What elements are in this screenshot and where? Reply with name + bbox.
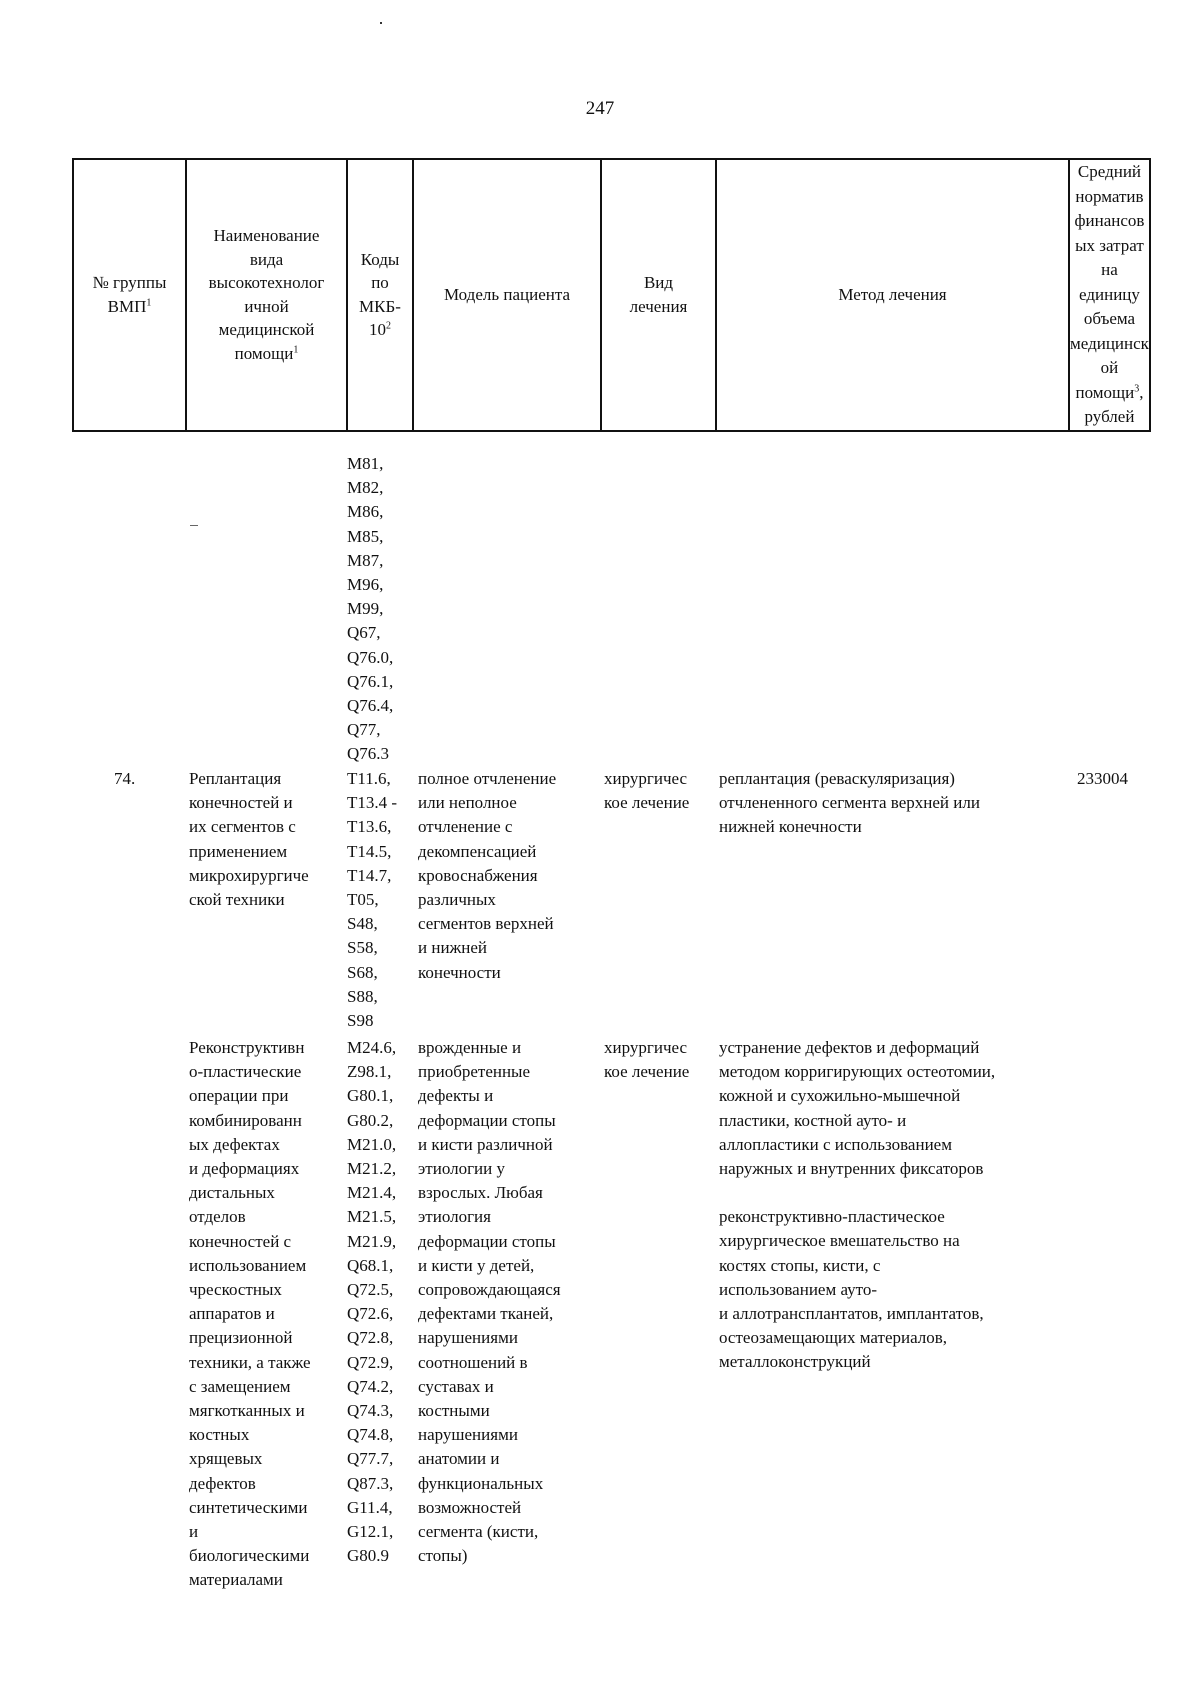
icd-code: G80.9 [347,1546,390,1566]
text-line: отчлененного сегмента верхней или [719,793,980,813]
text-line: кое лечение [604,1062,690,1082]
text-line: дефекты и [418,1086,494,1106]
icd-code: M86, [347,502,384,522]
text-line: и [189,1522,199,1542]
row-74-codes [347,767,397,1033]
row-74-name [189,767,309,912]
text-line: операции при [189,1086,289,1106]
header-patient-model: Модель пациента [413,159,601,431]
icd-code: Q77, [347,720,381,740]
icd-code: Q72.8, [347,1328,394,1348]
text-line: отчленение с [418,817,513,837]
header-line: единицу [1079,284,1140,304]
text-line: стопы) [418,1546,468,1566]
header-line: ВМП$^1$ [107,296,152,316]
icd-code: M21.9, [347,1231,397,1251]
scan-speck [380,22,382,24]
text-line: сегментов верхней [418,914,554,934]
text-line: хрящевых [189,1449,263,1469]
header-line: на [1101,260,1118,279]
header-line: ой [1100,358,1119,377]
icd-code: G80.1, [347,1086,394,1106]
icd-code: M21.5, [347,1207,397,1227]
text-line: металлоконструкций [719,1352,871,1372]
text-line: использованием [189,1255,307,1275]
icd-code: M96, [347,575,384,595]
text-line: материалами [189,1570,283,1590]
icd-code: S98 [347,1011,374,1031]
text-line: конечностей и [189,793,293,813]
text-line: анатомии и [418,1449,500,1469]
header-line: норматив [1075,186,1144,206]
text-line: их сегментов с [189,817,296,837]
header-icd-codes [347,159,413,431]
scan-mark [190,525,198,526]
icd-code: Q76.0, [347,647,394,667]
icd-code: S58, [347,938,378,958]
text-line: с замещением [189,1376,291,1396]
header-type-name [186,159,347,431]
header-line: № группы [92,273,167,293]
icd-code: M81, [347,454,384,473]
text-line: врожденные и [418,1038,522,1057]
text-line: конечностей с [189,1231,292,1251]
table-header [72,158,1151,432]
text-line: пластики, костной ауто- и [719,1110,907,1130]
icd-code: Q74.2, [347,1376,394,1396]
header-line: МКБ- [359,296,401,316]
text-line: наружных и внутренних фиксаторов [719,1159,984,1179]
text-line: нарушениями [418,1425,518,1445]
text-line: и деформациях [189,1159,300,1179]
text-line: аллопластики с использованием [719,1134,952,1154]
text-line: комбинированн [189,1110,302,1130]
row-reconstructive-codes [347,1036,396,1568]
text-line: суставах и [418,1376,494,1396]
header-group-number [73,159,186,431]
footnote-marker: 2 [386,320,391,332]
footnote-marker: 1 [293,344,299,356]
icd-code: T14.5, [347,841,392,861]
text-line: методом корригирующих остеотомии, [719,1062,996,1082]
text-line: мягкотканных и [189,1401,305,1421]
text-line: декомпенсацией [418,841,537,861]
text-line: хирургичес [604,1038,688,1057]
text-line: синтетическими [189,1497,308,1517]
text-line: костных [189,1425,250,1445]
header-line: ичной [244,296,289,316]
text-line: взрослых. Любая [418,1183,543,1203]
row-reconstructive-treatment-method [719,1036,995,1375]
text-line: функциональных [418,1473,544,1493]
icd-code: G80.2, [347,1110,394,1130]
text-line: Реплантация [189,769,282,788]
row-reconstructive-patient-model [418,1036,561,1568]
icd-code: Q72.9, [347,1352,394,1372]
text-line: использованием ауто- [719,1279,878,1299]
icd-code: M24.6, [347,1038,397,1057]
text-line: возможностей [418,1497,522,1517]
icd-code: Q67, [347,623,381,643]
icd-code: M87, [347,550,384,570]
icd-code: Q68.1, [347,1255,394,1275]
icd-code: Z98.1, [347,1062,392,1082]
header-line: $10^2$ [369,320,391,340]
icd-code: S68, [347,962,378,982]
icd-code: T14.7, [347,865,392,885]
text-line: сегмента (кисти, [418,1522,539,1542]
row-74-cost: 233004 [1077,769,1128,788]
text-line: дистальных [189,1183,275,1203]
text-line: дефектами тканей, [418,1304,554,1324]
header-line: медицинск [1070,333,1149,353]
footnote-marker: 3 [1134,382,1140,394]
header-line: Вид [643,273,674,293]
text-line: техники, а также [189,1352,311,1372]
header-line: финансов [1074,211,1145,230]
text-line: ской техники [189,890,285,910]
icd-code: Q76.4, [347,696,394,716]
text-line: этиология [418,1207,491,1227]
icd-code: Q72.6, [347,1304,394,1324]
text-line: деформации стопы [418,1231,556,1251]
header-line: по [371,273,389,293]
text-line: нарушениями [418,1328,518,1348]
icd-code: M85, [347,526,384,546]
text-line: этиологии у [418,1159,506,1179]
header-line: помощи$^3$, [1075,382,1144,402]
icd-code: Q76.3 [347,744,390,764]
header-line: объема [1083,309,1136,328]
header-line: лечения [629,296,688,316]
icd-code: S88, [347,986,378,1006]
header-treatment-type [601,159,716,431]
icd-code: T13.6, [347,817,392,837]
text-line: и аллотрансплантатов, имплантатов, [719,1304,984,1324]
icd-code: M21.0, [347,1134,397,1154]
row-74-treatment-method [719,767,980,840]
punctuation: , [1139,382,1144,402]
text-line: дефектов [189,1473,256,1493]
text-line: аппаратов и [189,1304,275,1324]
header-line: Наименование [213,226,320,246]
header-line: помощи$^1$ [234,343,299,363]
text-line: костях стопы, кисти, с [719,1255,881,1275]
text-line: деформации стопы [418,1110,556,1130]
row-reconstructive-name [189,1036,311,1593]
text-line: отделов [189,1207,246,1227]
icd-code: M21.4, [347,1183,397,1203]
row-74-treatment-type [604,767,689,815]
row-74-number: 74. [114,769,136,788]
text-line: чрескостных [189,1280,282,1300]
header-line: высокотехнолог [208,273,325,293]
header-treatment-method: Метод лечения [716,159,1069,431]
text-line: кожной и сухожильно-мышечной [719,1086,961,1106]
icd-code: T11.6, [347,769,391,788]
text-line: применением [189,841,288,861]
text-line: и кисти различной [418,1134,553,1154]
header-line: Коды [360,249,400,269]
text-line: или неполное [418,793,517,813]
text-line: соотношений в [418,1352,528,1372]
text-line: и кисти у детей, [418,1255,535,1275]
text-line: прецизионной [189,1328,293,1348]
icd-code: T13.4 - [347,793,398,813]
header-line: ых затрат [1075,235,1144,255]
text-line: приобретенные [418,1062,531,1082]
icd-code: S48, [347,914,378,934]
continuation-codes [347,452,393,767]
text-line: костными [418,1401,490,1421]
icd-code: Q74.3, [347,1401,394,1421]
row-reconstructive-treatment-type [604,1036,689,1084]
text-line: хирургическое вмешательство на [719,1231,960,1251]
text-line: различных [418,890,496,910]
header-line: вида [249,249,284,269]
icd-code: Q74.8, [347,1425,394,1445]
icd-code: G12.1, [347,1522,394,1542]
icd-code: M99, [347,599,384,619]
text-line: кровоснабжения [418,865,538,885]
text-line: биологическими [189,1546,310,1566]
icd-code: M82, [347,478,384,498]
text-line: микрохирургиче [189,865,309,885]
text-line: Реконструктивн [189,1038,305,1057]
text-line: реконструктивно-пластическое [719,1207,945,1227]
icd-code: T05, [347,890,379,910]
icd-code: Q76.1, [347,671,394,691]
text-line: конечности [418,962,501,982]
row-74-patient-model [418,767,556,985]
icd-code: Q77.7, [347,1449,394,1469]
icd-code: M21.2, [347,1159,397,1179]
text-line: остеозамещающих материалов, [719,1328,948,1348]
footnote-marker: 1 [146,297,152,309]
header-line: рублей [1084,407,1135,426]
header-line: медицинской [218,320,315,340]
text-line: о-пластические [189,1062,302,1082]
header-average-cost [1069,159,1150,431]
text-line: хирургичес [604,769,688,788]
text-line: сопровождающаяся [418,1280,561,1300]
text-line: ых дефектах [189,1134,280,1154]
text-line: кое лечение [604,793,690,813]
text-line: полное отчленение [418,769,557,788]
header-line: Средний [1077,162,1142,181]
icd-code: G11.4, [347,1497,393,1517]
icd-code: Q87.3, [347,1473,394,1493]
text-line: устранение дефектов и деформаций [719,1038,980,1057]
text-line: реплантация (реваскуляризация) [719,769,955,788]
text-line: и нижней [418,938,488,958]
text-line: нижней конечности [719,817,862,837]
icd-code: Q72.5, [347,1280,394,1300]
page-number: 247 [585,98,615,119]
